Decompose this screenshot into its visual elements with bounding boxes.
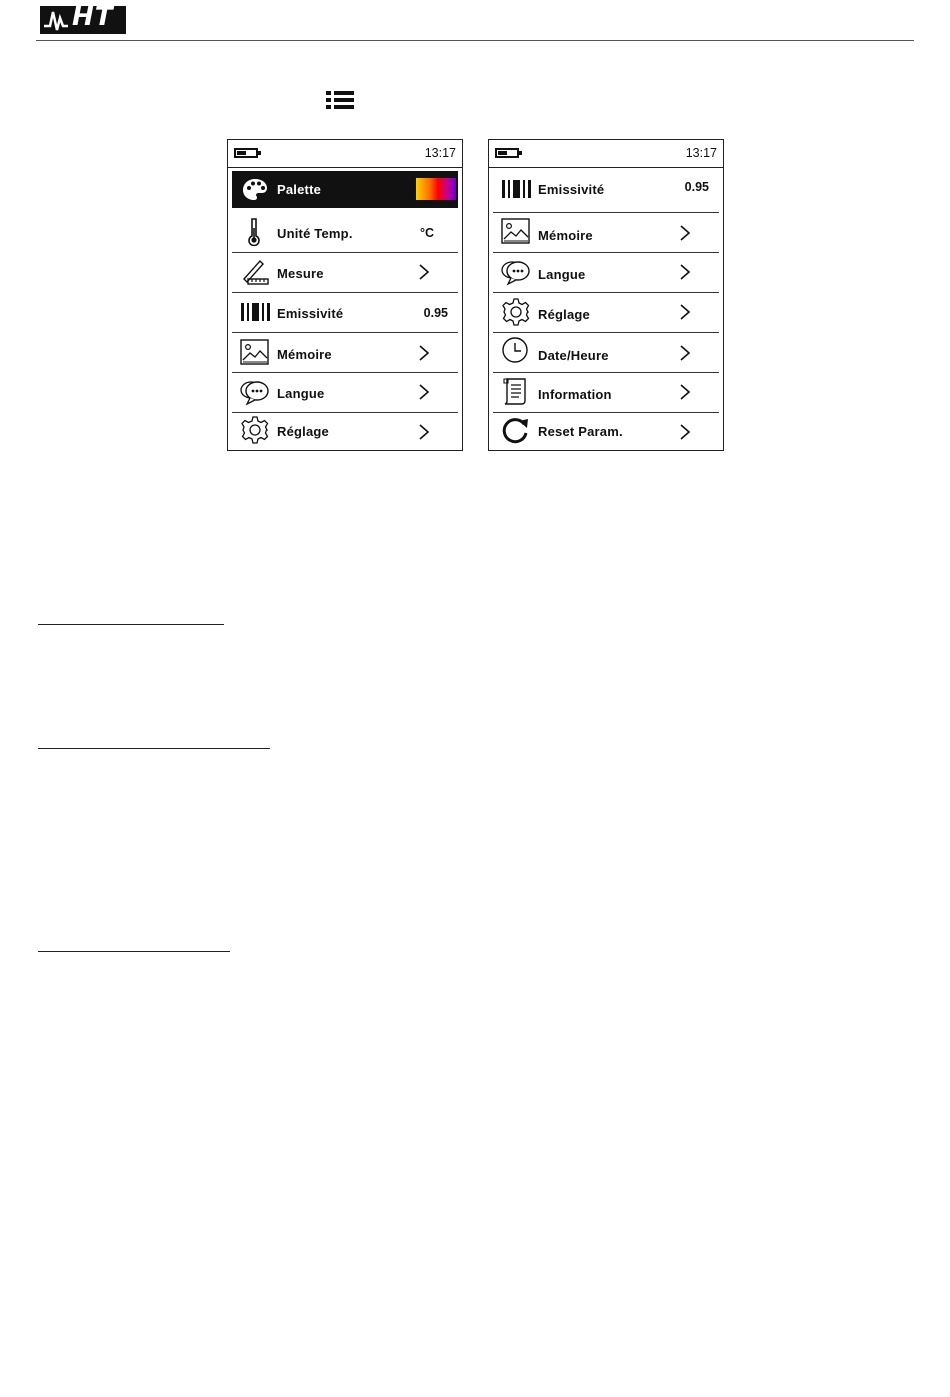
menu-item-label: Unité Temp. — [277, 226, 353, 241]
clock-time: 13:17 — [424, 146, 456, 160]
menu-list-icon — [326, 90, 354, 110]
palette-color-swatch — [416, 178, 456, 200]
menu-item-emissivity[interactable] — [493, 169, 719, 213]
menu-item-label: Reset Param. — [538, 424, 623, 439]
menu-item-language[interactable] — [232, 372, 458, 413]
menu-item-label: Palette — [277, 182, 322, 197]
reset-icon — [501, 415, 531, 445]
section-heading-underline — [38, 624, 224, 625]
clock-icon — [501, 336, 531, 366]
menu-item-emissivity[interactable] — [232, 292, 458, 333]
device-screen-2 — [488, 139, 724, 451]
section-heading-underline — [38, 951, 230, 952]
gear-icon — [501, 297, 531, 327]
chevron-right-icon — [679, 224, 691, 242]
menu-item-label: Emissivité — [277, 306, 344, 321]
logo-text: HT — [72, 2, 114, 32]
image-icon — [240, 338, 270, 368]
menu-item-date-time[interactable] — [493, 332, 719, 373]
chevron-right-icon — [679, 383, 691, 401]
menu-item-settings[interactable] — [232, 412, 458, 448]
emissivity-value: 0.95 — [423, 306, 448, 320]
ruler-pencil-icon — [240, 257, 270, 287]
chevron-right-icon — [418, 263, 430, 281]
menu-item-label: Emissivité — [538, 182, 605, 197]
chevron-right-icon — [679, 344, 691, 362]
menu-item-settings[interactable] — [493, 292, 719, 333]
section-heading-underline — [38, 748, 270, 749]
menu-item-memory[interactable] — [232, 332, 458, 373]
chevron-right-icon — [418, 344, 430, 362]
chevron-right-icon — [679, 263, 691, 281]
menu-item-memory[interactable] — [493, 212, 719, 253]
menu-item-label: Mémoire — [277, 347, 332, 362]
gear-icon — [240, 415, 270, 445]
menu-item-label: Information — [538, 387, 612, 402]
status-bar — [489, 140, 723, 168]
menu-item-label: Langue — [538, 267, 586, 282]
battery-icon — [234, 148, 258, 158]
emissivity-icon — [501, 175, 531, 205]
device-screen-1 — [227, 139, 463, 451]
chevron-right-icon — [418, 383, 430, 401]
battery-icon — [495, 148, 519, 158]
chevron-right-icon — [679, 303, 691, 321]
menu-item-label: Réglage — [277, 424, 329, 439]
menu-item-label: Réglage — [538, 307, 590, 322]
chevron-right-icon — [679, 423, 691, 441]
menu-item-label: Langue — [277, 386, 325, 401]
thermometer-icon — [240, 216, 270, 246]
menu-item-information[interactable] — [493, 372, 719, 413]
menu-item-label: Mémoire — [538, 228, 593, 243]
chat-icon — [501, 257, 531, 287]
menu-item-palette[interactable] — [232, 171, 458, 208]
temp-unit-value: °C — [419, 226, 434, 240]
palette-icon — [240, 175, 270, 205]
header-rule — [36, 40, 914, 41]
document-icon — [501, 377, 531, 407]
clock-time: 13:17 — [685, 146, 717, 160]
chevron-right-icon — [418, 423, 430, 441]
status-bar — [228, 140, 462, 168]
menu-item-measure[interactable] — [232, 252, 458, 293]
chat-icon — [240, 377, 270, 407]
menu-item-reset[interactable] — [493, 412, 719, 448]
emissivity-value: 0.95 — [684, 180, 709, 194]
emissivity-icon — [240, 298, 270, 328]
image-icon — [501, 217, 531, 247]
menu-item-label: Mesure — [277, 266, 324, 281]
menu-item-temp-unit[interactable] — [232, 212, 458, 253]
menu-item-language[interactable] — [493, 252, 719, 293]
menu-item-label: Date/Heure — [538, 348, 609, 363]
